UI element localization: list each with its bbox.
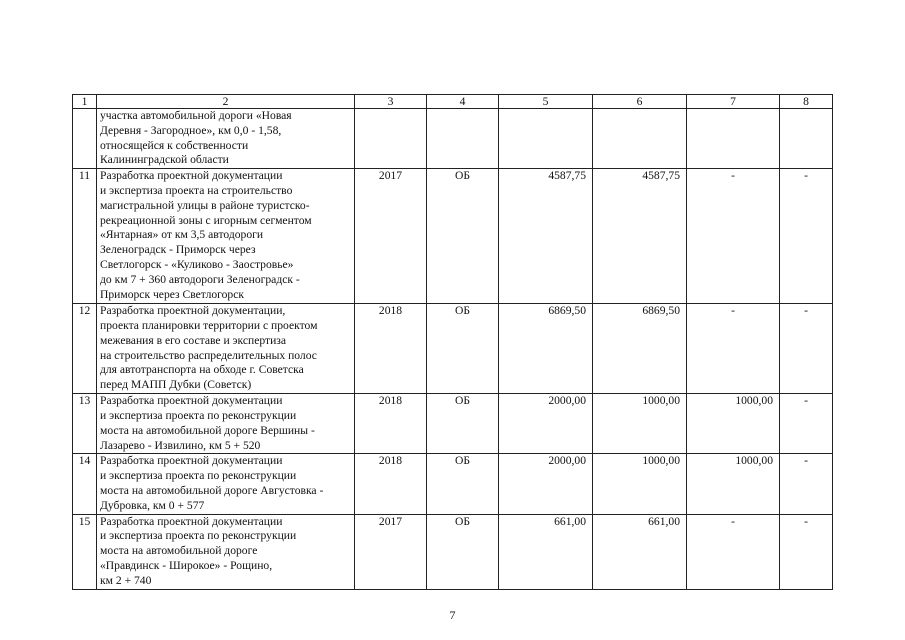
row-total: 2000,00	[499, 394, 593, 454]
row-col-7: -	[687, 169, 780, 304]
description-line: и экспертиза проекта на строительство	[100, 183, 293, 197]
description-line: относящейся к собственности	[100, 138, 249, 152]
description-line: Разработка проектной документации	[100, 514, 283, 528]
row-col-7: -	[687, 514, 780, 589]
header-col-6: 6	[593, 95, 687, 109]
row-funding-source: ОБ	[427, 394, 499, 454]
description-line: моста на автомобильной дороге Августовка -	[100, 483, 324, 497]
row-funding-source: ОБ	[427, 169, 499, 304]
row-col-6: 661,00	[593, 514, 687, 589]
row-col-8: -	[780, 304, 833, 394]
table-row	[73, 169, 833, 304]
row-number: 11	[73, 169, 97, 304]
row-year: 2018	[355, 394, 427, 454]
table-row	[73, 109, 833, 169]
row-col-6: 4587,75	[593, 169, 687, 304]
row-number	[73, 109, 97, 169]
header-col-8: 8	[780, 95, 833, 109]
row-total	[499, 109, 593, 169]
description-line: Разработка проектной документации	[100, 169, 283, 183]
row-year: 2018	[355, 304, 427, 394]
description-line: магистральной улицы в районе туристско-	[100, 198, 310, 212]
description-line: межевания в его составе и экспертиза	[100, 333, 287, 347]
row-description	[97, 304, 355, 394]
header-col-4: 4	[427, 95, 499, 109]
description-line: рекреационной зоны с игорным сегментом	[100, 213, 312, 227]
table-row	[73, 454, 833, 514]
description-line: Лазарево - Извилино, км 5 + 520	[100, 438, 261, 452]
row-col-6: 6869,50	[593, 304, 687, 394]
row-year: 2018	[355, 454, 427, 514]
header-col-7: 7	[687, 95, 780, 109]
row-year: 2017	[355, 169, 427, 304]
row-total: 6869,50	[499, 304, 593, 394]
row-description	[97, 454, 355, 514]
row-total: 661,00	[499, 514, 593, 589]
row-funding-source: ОБ	[427, 514, 499, 589]
row-funding-source: ОБ	[427, 454, 499, 514]
description-line: и экспертиза проекта по реконструкции	[100, 408, 297, 422]
description-line: и экспертиза проекта по реконструкции	[100, 529, 297, 543]
row-funding-source	[427, 109, 499, 169]
row-col-7: 1000,00	[687, 454, 780, 514]
row-number: 13	[73, 394, 97, 454]
row-col-7: -	[687, 304, 780, 394]
table-header-row	[73, 95, 833, 109]
description-line: Калининградской области	[100, 153, 229, 167]
row-col-8: -	[780, 514, 833, 589]
description-line: участка автомобильной дороги «Новая	[100, 109, 292, 122]
description-line: «Правдинск - Широкое» - Рощино,	[100, 558, 273, 572]
table-row	[73, 394, 833, 454]
header-col-3: 3	[355, 95, 427, 109]
row-total: 4587,75	[499, 169, 593, 304]
header-col-1: 1	[73, 95, 97, 109]
row-col-6: 1000,00	[593, 394, 687, 454]
row-description	[97, 514, 355, 589]
description-line: для автотранспорта на обходе г. Советска	[100, 363, 304, 377]
row-col-8: -	[780, 454, 833, 514]
row-description	[97, 109, 355, 169]
description-line: моста на автомобильной дороге Вершины -	[100, 423, 315, 437]
row-col-7	[687, 109, 780, 169]
description-line: на строительство распределительных полос	[100, 348, 317, 362]
row-description	[97, 169, 355, 304]
description-line: перед МАПП Дубки (Советск)	[100, 378, 252, 392]
row-year: 2017	[355, 514, 427, 589]
row-year	[355, 109, 427, 169]
row-col-7: 1000,00	[687, 394, 780, 454]
description-line: Деревня - Загородное», км 0,0 - 1,58,	[100, 123, 282, 137]
description-line: до км 7 + 360 автодороги Зеленоградск -	[100, 272, 300, 286]
row-funding-source: ОБ	[427, 304, 499, 394]
description-line: «Янтарная» от км 3,5 автодороги	[100, 228, 264, 242]
row-number: 15	[73, 514, 97, 589]
row-number: 12	[73, 304, 97, 394]
row-number: 14	[73, 454, 97, 514]
description-line: Разработка проектной документации	[100, 394, 283, 408]
row-col-8: -	[780, 394, 833, 454]
page-number: 7	[449, 608, 456, 622]
description-line: Дубровка, км 0 + 577	[100, 498, 205, 512]
row-col-6	[593, 109, 687, 169]
header-col-2: 2	[97, 95, 355, 109]
row-col-8: -	[780, 169, 833, 304]
description-line: км 2 + 740	[100, 573, 152, 587]
table-row	[73, 304, 833, 394]
description-line: Зеленоградск - Приморск через	[100, 243, 256, 257]
description-line: Светлогорск - «Куликово - Заостровье»	[100, 257, 294, 271]
description-line: Разработка проектной документации,	[100, 304, 286, 318]
row-total: 2000,00	[499, 454, 593, 514]
header-col-5: 5	[499, 95, 593, 109]
row-description	[97, 394, 355, 454]
description-line: Приморск через Светлогорск	[100, 287, 245, 301]
description-line: моста на автомобильной дороге	[100, 544, 258, 558]
description-line: Разработка проектной документации	[100, 454, 283, 468]
description-line: проекта планировки территории с проектом	[100, 318, 318, 332]
row-col-6: 1000,00	[593, 454, 687, 514]
program-table	[72, 94, 833, 590]
table-row	[73, 514, 833, 589]
description-line: и экспертиза проекта по реконструкции	[100, 469, 297, 483]
row-col-8	[780, 109, 833, 169]
